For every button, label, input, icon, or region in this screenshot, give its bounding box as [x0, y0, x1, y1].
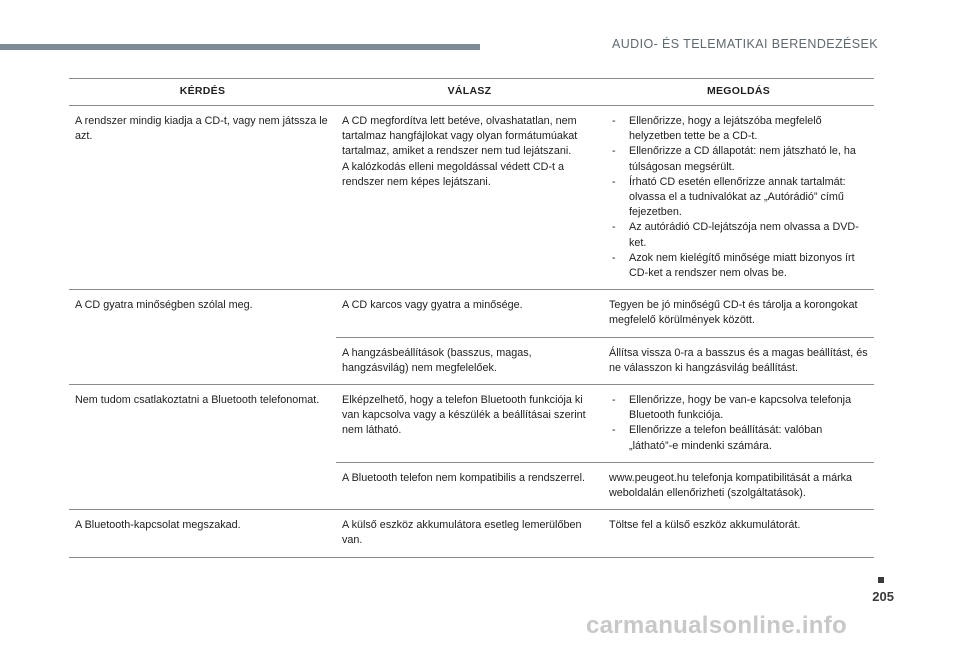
- answer-line: A kalózkodás elleni megoldással védett CD-t a rendszer nem képes lejátszani.: [342, 160, 565, 188]
- solution-cell: www.peugeot.hu telefonja kompatibilitását a márka weboldalán ellenőrizheti (szolgáltatások).: [603, 462, 874, 509]
- question-cell: A rendszer mindig kiadja a CD-t, vagy nem játssza le azt.: [69, 106, 336, 290]
- solution-cell: [603, 385, 874, 463]
- answer-line: A CD megfordítva lett betéve, olvashatatlan, nem tartalmaz hangfájlokat vagy olyan formátumúakat tartalmaz, amiket a rendszer nem tud lejátszani.: [342, 115, 578, 158]
- column-header-answer: VÁLASZ: [336, 79, 603, 106]
- solution-item: - Írható CD esetén ellenőrizze annak tartalmát: olvassa el a tudnivalókat az „Autórádió” című fejezetben.: [609, 175, 868, 221]
- solution-cell: [603, 106, 874, 290]
- answer-cell: [336, 106, 603, 290]
- watermark: carmanualsonline.info: [586, 612, 848, 639]
- solution-cell: Tegyen be jó minőségű CD-t és tárolja a korongokat megfelelő körülmények között.: [603, 290, 874, 337]
- header-accent-bar: [0, 44, 480, 50]
- answer-cell: Elképzelhető, hogy a telefon Bluetooth funkciója ki van kapcsolva vagy a készülék a beállításai szerint nem látható.: [336, 385, 603, 463]
- question-cell: A Bluetooth-kapcsolat megszakad.: [69, 510, 336, 557]
- solution-item: - Ellenőrizze a telefon beállítását: valóban „látható”-e mindenki számára.: [609, 423, 868, 453]
- section-title: AUDIO- ÉS TELEMATIKAI BERENDEZÉSEK: [612, 37, 878, 51]
- solution-list: [609, 393, 868, 454]
- solution-cell: Állítsa vissza 0-ra a basszus és a magas beállítást, és ne válasszon ki hangzásvilág beállítást.: [603, 337, 874, 384]
- solution-item: - Ellenőrizze, hogy be van-e kapcsolva telefonja Bluetooth funkciója.: [609, 393, 868, 423]
- answer-cell: A CD karcos vagy gyatra a minősége.: [336, 290, 603, 337]
- question-cell: A CD gyatra minőségben szólal meg.: [69, 290, 336, 385]
- solution-cell: Töltse fel a külső eszköz akkumulátorát.: [603, 510, 874, 557]
- solution-list: [609, 114, 868, 281]
- table-row: [69, 385, 874, 463]
- solution-item: - Ellenőrizze, hogy a lejátszóba megfelelő helyzetben tette be a CD-t.: [609, 114, 868, 144]
- page-number: 205: [872, 589, 894, 604]
- answer-cell: A külső eszköz akkumulátora esetleg lemerülőben van.: [336, 510, 603, 557]
- answer-cell: A hangzásbeállítások (basszus, magas, hangzásvilág) nem megfelelőek.: [336, 337, 603, 384]
- solution-item: - Azok nem kielégítő minősége miatt bizonyos írt CD-ket a rendszer nem olvas be.: [609, 251, 868, 281]
- answer-cell: A Bluetooth telefon nem kompatibilis a rendszerrel.: [336, 462, 603, 509]
- table-row: [69, 290, 874, 337]
- table-header-row: [69, 79, 874, 106]
- solution-item: - Ellenőrizze a CD állapotát: nem játszható le, ha túlságosan megsérült.: [609, 144, 868, 174]
- column-header-question: KÉRDÉS: [69, 79, 336, 106]
- table-row: [69, 106, 874, 290]
- column-header-solution: MEGOLDÁS: [603, 79, 874, 106]
- solution-item: - Az autórádió CD-lejátszója nem olvassa a DVD-ket.: [609, 220, 868, 250]
- table-row: [69, 510, 874, 557]
- page-marker-square: [878, 577, 884, 583]
- question-cell: Nem tudom csatlakoztatni a Bluetooth telefonomat.: [69, 385, 336, 510]
- troubleshooting-table: [69, 78, 874, 558]
